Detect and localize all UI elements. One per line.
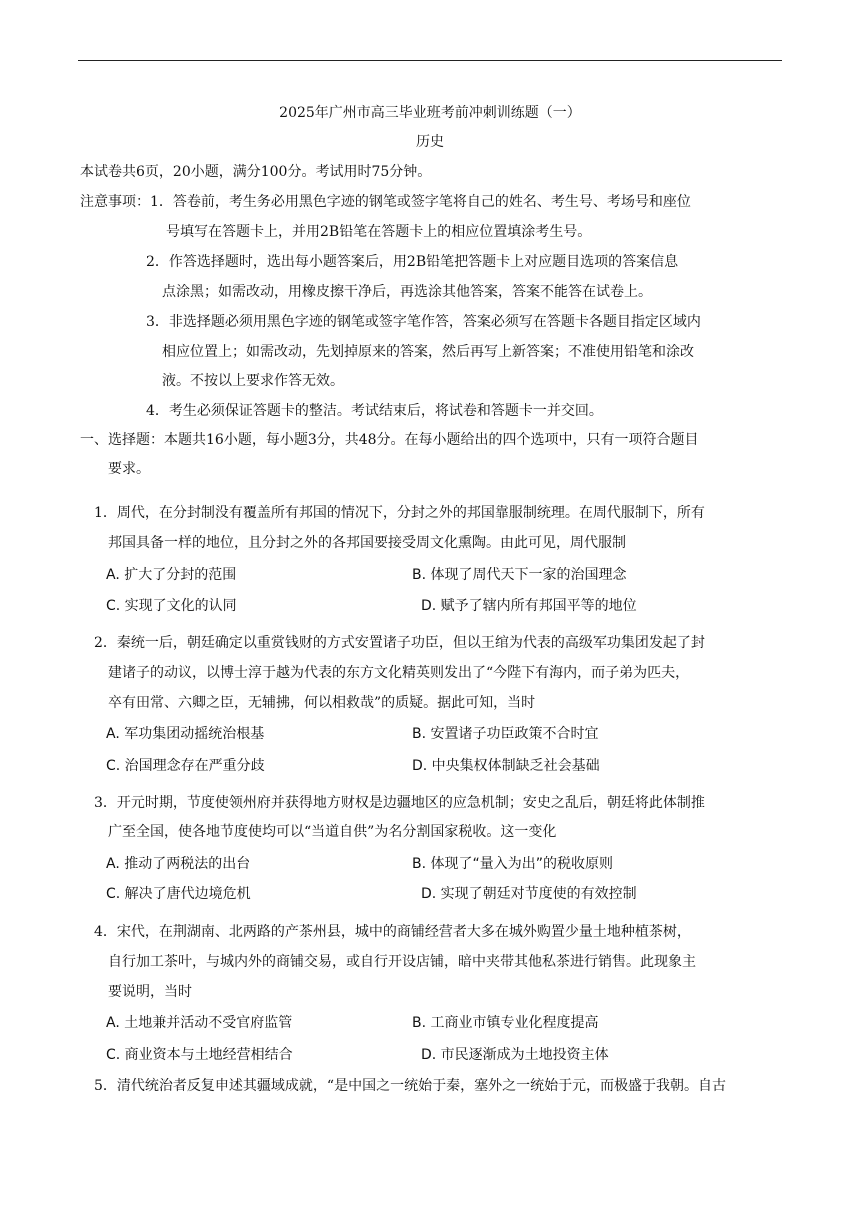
q1-option-c: C. 实现了文化的认同	[106, 598, 237, 614]
q1-stem-line-1: 1．周代，在分封制没有覆盖所有邦国的情况下，分封之外的邦国靠服制统理。在周代服制下，所有	[94, 505, 705, 521]
q4-option-c: C. 商业资本与土地经营相结合	[106, 1047, 293, 1063]
notice-3-line-3: 液。不按以上要求作答无效。	[162, 373, 344, 389]
q1-stem-line-2: 邦国具备一样的地位，且分封之外的各邦国要接受周文化熏陶。由此可见，周代服制	[108, 535, 626, 551]
notice-3-line-2: 相应位置上；如需改动，先划掉原来的答案，然后再写上新答案；不准使用铅笔和涂改	[162, 344, 694, 360]
exam-subject: 历史	[416, 134, 444, 150]
exam-title: 2025年广州市高三毕业班考前冲刺训练题（一）	[279, 105, 581, 121]
q3-option-c: C. 解决了唐代边境危机	[106, 886, 251, 902]
q1-option-a: A. 扩大了分封的范围	[106, 567, 237, 583]
q3-option-d: D. 实现了朝廷对节度使的有效控制	[421, 886, 637, 902]
notice-label: 注意事项：	[80, 194, 150, 210]
header-rule	[78, 60, 782, 61]
exam-info: 本试卷共6页，20小题，满分100分。考试用时75分钟。	[80, 164, 432, 180]
notice-4-line-1: 4．考生必须保证答题卡的整洁。考试结束后，将试卷和答题卡一并交回。	[146, 403, 603, 419]
q3-stem-line-2: 广至全国，使各地节度使均可以“当道自供”为名分割国家税收。这一变化	[108, 824, 557, 840]
q2-stem-line-1: 2．秦统一后，朝廷确定以重赏钱财的方式安置诸子功臣，但以王绾为代表的高级军功集团发起了封	[94, 635, 705, 651]
notice-3-line-1: 3．非选择题必须用黑色字迹的钢笔或签字笔作答，答案必须写在答题卡各题目指定区域内	[146, 314, 701, 330]
notice-1-line-1: 1．答卷前，考生务必用黑色字迹的钢笔或签字笔将自己的姓名、考生号、考场号和座位	[150, 194, 691, 210]
q2-option-c: C. 治国理念存在严重分歧	[106, 758, 265, 774]
q4-stem-line-1: 4．宋代，在荆湖南、北两路的产茶州县，城中的商铺经营者大多在城外购置少量土地种植茶树，	[94, 924, 691, 940]
q1-option-d: D. 赋予了辖内所有邦国平等的地位	[421, 598, 637, 614]
q1-option-b: B. 体现了周代天下一家的治国理念	[412, 567, 627, 583]
q5-stem-line-1: 5．清代统治者反复申述其疆域成就，“是中国之一统始于秦，塞外之一统始于元，而极盛于我朝。自古	[94, 1078, 727, 1094]
q4-option-d: D. 市民逐渐成为土地投资主体	[421, 1047, 609, 1063]
q4-stem-line-2: 自行加工茶叶，与城内外的商铺交易，或自行开设店铺，暗中夹带其他私茶进行销售。此现象主	[108, 954, 696, 970]
q2-option-a: A. 军功集团动摇统治根基	[106, 726, 265, 742]
q3-stem-line-1: 3．开元时期，节度使领州府并获得地方财权是边疆地区的应急机制；安史之乱后，朝廷将此体制推	[94, 795, 705, 811]
q2-stem-line-3: 卒有田常、六卿之臣，无辅拂，何以相救哉”的质疑。据此可知，当时	[108, 695, 536, 711]
notice-1-line-2: 号填写在答题卡上，并用2B铅笔在答题卡上的相应位置填涂考生号。	[166, 224, 592, 240]
q3-option-a: A. 推动了两税法的出台	[106, 856, 251, 872]
section-heading-line-1: 一、选择题：本题共16小题，每小题3分，共48分。在每小题给出的四个选项中，只有一项符合题目	[80, 432, 699, 448]
q4-stem-line-3: 要说明，当时	[108, 984, 192, 1000]
section-heading-line-2: 要求。	[108, 461, 150, 477]
notice-2-line-1: 2．作答选择题时，选出每小题答案后，用2B铅笔把答题卡上对应题目选项的答案信息	[146, 254, 679, 270]
q2-stem-line-2: 建诸子的动议，以博士淳于越为代表的东方文化精英则发出了“今陛下有海内，而子弟为匹夫，	[108, 665, 690, 681]
q3-option-b: B. 体现了“量入为出”的税收原则	[412, 856, 614, 872]
q4-option-b: B. 工商业市镇专业化程度提高	[412, 1015, 599, 1031]
q4-option-a: A. 土地兼并活动不受官府监管	[106, 1015, 293, 1031]
notice-2-line-2: 点涂黑；如需改动，用橡皮擦干净后，再选涂其他答案，答案不能答在试卷上。	[162, 284, 652, 300]
q2-option-d: D. 中央集权体制缺乏社会基础	[412, 758, 600, 774]
q2-option-b: B. 安置诸子功臣政策不合时宜	[412, 726, 599, 742]
